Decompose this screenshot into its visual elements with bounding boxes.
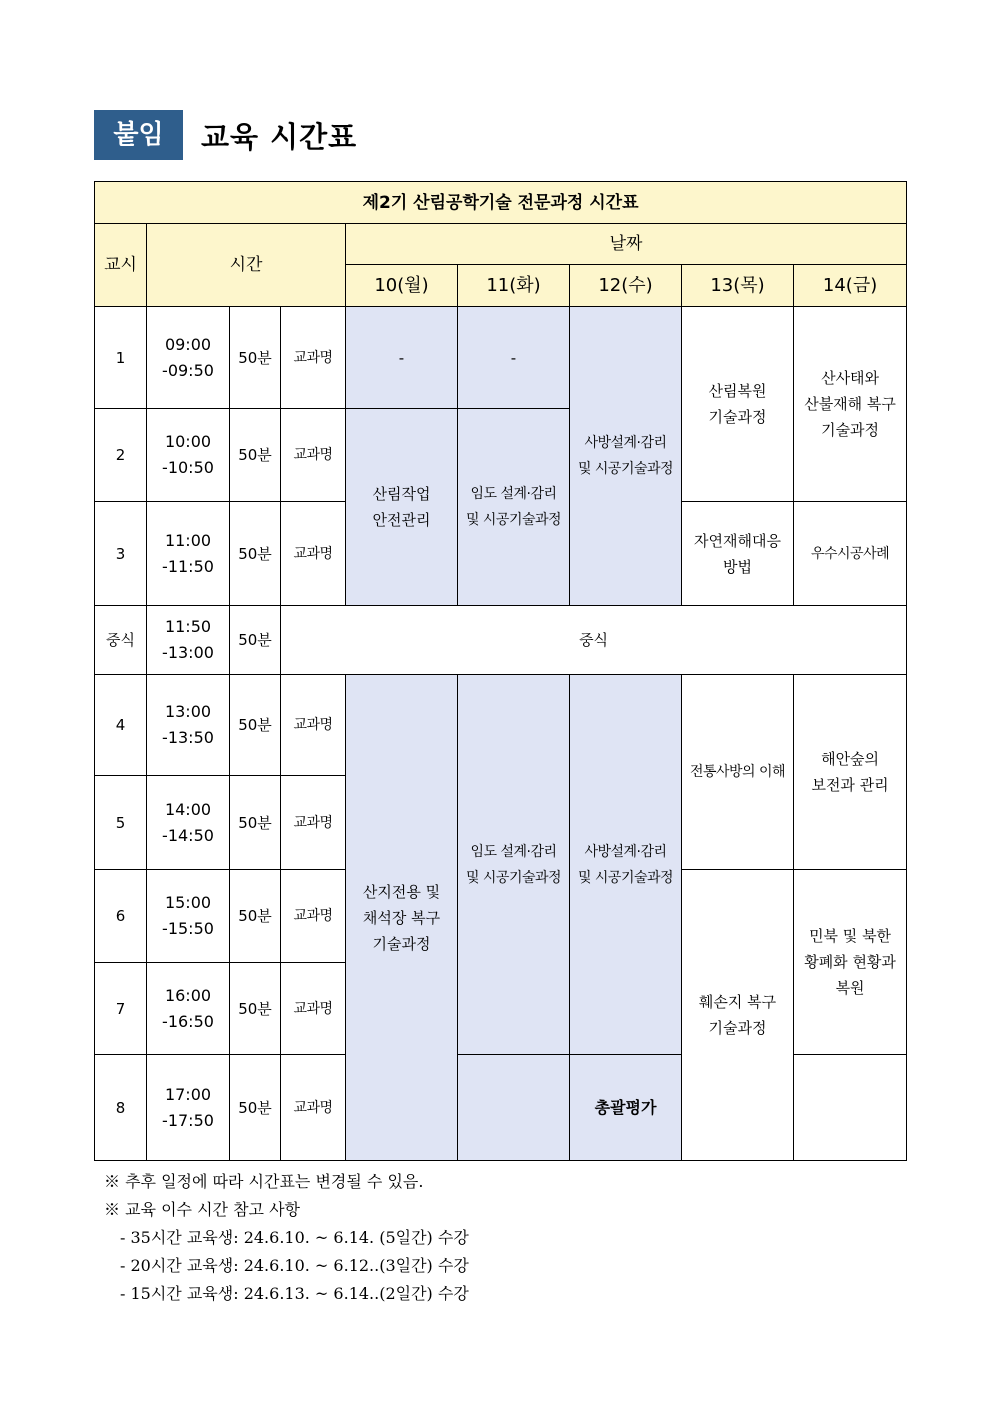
day-header: 11(화)	[458, 265, 570, 307]
course-cell: 자연재해대응 방법	[682, 502, 794, 606]
col-header-date: 날짜	[346, 224, 907, 265]
time-cell: 11:00 -11:50	[147, 502, 230, 606]
type-cell: 교과명	[281, 963, 346, 1055]
period-cell: 5	[95, 776, 147, 870]
page-title: 교육 시간표	[201, 119, 358, 154]
col-header-period: 교시	[95, 224, 147, 307]
note-line: ※ 교육 이수 시간 참고 사항	[104, 1200, 300, 1219]
duration-cell: 50분	[230, 675, 281, 776]
period-cell: 7	[95, 963, 147, 1055]
type-cell: 교과명	[281, 502, 346, 606]
course-cell: 산림복원 기술과정	[682, 307, 794, 502]
course-cell: -	[458, 307, 570, 409]
lunch-cell: 중식	[281, 606, 907, 675]
course-cell: 임도 설계·감리 및 시공기술과정	[458, 675, 570, 1055]
col-header-time: 시간	[147, 224, 346, 307]
duration-cell: 50분	[230, 409, 281, 502]
time-cell: 14:00 -14:50	[147, 776, 230, 870]
note-line: ※ 추후 일정에 따라 시간표는 변경될 수 있음.	[104, 1172, 424, 1191]
duration-cell: 50분	[230, 1055, 281, 1161]
note-line: - 35시간 교육생: 24.6.10. ~ 6.14. (5일간) 수강	[120, 1228, 469, 1247]
period-cell: 4	[95, 675, 147, 776]
type-cell: 교과명	[281, 870, 346, 963]
time-cell: 16:00 -16:50	[147, 963, 230, 1055]
time-cell: 13:00 -13:50	[147, 675, 230, 776]
time-cell: 10:00 -10:50	[147, 409, 230, 502]
duration-cell: 50분	[230, 606, 281, 675]
course-cell: 해안숲의 보전과 관리	[794, 675, 907, 870]
course-cell: 민북 및 북한 황폐화 현황과 복원	[794, 870, 907, 1055]
course-cell: 사방설계·감리 및 시공기술과정	[570, 307, 682, 606]
course-cell: 산림작업 안전관리	[346, 409, 458, 606]
type-cell: 교과명	[281, 1055, 346, 1161]
duration-cell: 50분	[230, 870, 281, 963]
period-cell: 8	[95, 1055, 147, 1161]
period-cell: 1	[95, 307, 147, 409]
course-cell: -	[346, 307, 458, 409]
duration-cell: 50분	[230, 776, 281, 870]
period-cell: 중식	[95, 606, 147, 675]
timetable-title: 제2기 산림공학기술 전문과정 시간표	[95, 182, 907, 224]
course-cell: 우수시공사례	[794, 502, 907, 606]
course-cell: 총괄평가	[570, 1055, 682, 1161]
type-cell: 교과명	[281, 776, 346, 870]
day-header: 12(수)	[570, 265, 682, 307]
course-cell: 산사태와 산불재해 복구 기술과정	[794, 307, 907, 502]
notes	[104, 1168, 469, 1308]
course-cell: 산지전용 및 채석장 복구 기술과정	[346, 675, 458, 1161]
timetable	[94, 181, 907, 1161]
period-cell: 3	[95, 502, 147, 606]
duration-cell: 50분	[230, 963, 281, 1055]
time-cell: 17:00 -17:50	[147, 1055, 230, 1161]
attachment-badge: 붙임	[94, 110, 183, 160]
course-cell: 사방설계·감리 및 시공기술과정	[570, 675, 682, 1055]
course-cell-empty	[458, 1055, 570, 1161]
day-header: 10(월)	[346, 265, 458, 307]
course-cell: 임도 설계·감리 및 시공기술과정	[458, 409, 570, 606]
day-header: 13(목)	[682, 265, 794, 307]
course-cell: 전통사방의 이해	[682, 675, 794, 870]
duration-cell: 50분	[230, 307, 281, 409]
period-cell: 2	[95, 409, 147, 502]
time-cell: 09:00 -09:50	[147, 307, 230, 409]
type-cell: 교과명	[281, 409, 346, 502]
page-heading	[94, 110, 357, 160]
type-cell: 교과명	[281, 675, 346, 776]
note-line: - 20시간 교육생: 24.6.10. ~ 6.12..(3일간) 수강	[120, 1256, 469, 1275]
time-cell: 15:00 -15:50	[147, 870, 230, 963]
period-cell: 6	[95, 870, 147, 963]
note-line: - 15시간 교육생: 24.6.13. ~ 6.14..(2일간) 수강	[120, 1284, 469, 1303]
course-cell: 훼손지 복구 기술과정	[682, 870, 794, 1161]
time-cell: 11:50 -13:00	[147, 606, 230, 675]
duration-cell: 50분	[230, 502, 281, 606]
day-header: 14(금)	[794, 265, 907, 307]
course-cell-empty	[794, 1055, 907, 1161]
type-cell: 교과명	[281, 307, 346, 409]
